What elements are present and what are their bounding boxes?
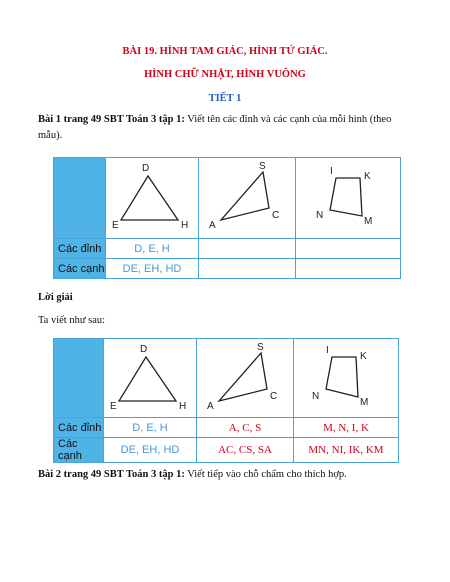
vertices-answer-cell: A, C, S (197, 418, 294, 438)
triangle-deh-cell (104, 339, 197, 418)
vertex-label: D (142, 163, 150, 174)
triangle-sac-cell (197, 339, 294, 418)
triangle-sac (197, 339, 293, 412)
vertex-label: A (209, 220, 216, 231)
vertex-label: K (360, 351, 367, 362)
triangle-sac-cell (199, 158, 296, 239)
exercise-1-text (38, 112, 410, 144)
vertex-label: M (360, 397, 369, 408)
row-label-edges: Các cạnh (54, 259, 106, 279)
quad-iknm-cell (296, 158, 401, 239)
triangle-deh-cell (106, 158, 199, 239)
exercise-2-label: Bài 2 trang 49 SBT Toán 3 tập 1: (38, 469, 185, 480)
vertices-cell: D, E, H (104, 418, 197, 438)
exercise-2-text (38, 467, 410, 483)
vertex-label: I (330, 166, 333, 177)
triangle-sac (199, 158, 295, 233)
quad-iknm (296, 158, 400, 233)
vertices-cell[interactable] (199, 239, 296, 259)
edges-cell[interactable] (296, 259, 401, 279)
vertex-label: A (207, 401, 214, 412)
page-title-line2: HÌNH CHỮ NHẬT, HÌNH VUÔNG (144, 69, 306, 80)
table-corner (54, 339, 104, 418)
vertex-label: N (316, 210, 324, 221)
vertex-label: C (272, 210, 280, 221)
vertex-label: H (181, 220, 189, 231)
exercise-2-instruction: Viết tiếp vào chỗ chấm cho thích hợp. (184, 469, 347, 480)
row-label-vertices: Các đỉnh (54, 418, 104, 438)
solution-table (53, 338, 399, 463)
solution-heading: Lời giải (38, 292, 73, 303)
exercise-1-label: Bài 1 trang 49 SBT Toán 3 tập 1: (38, 114, 185, 125)
vertex-label: H (179, 401, 187, 412)
vertex-label: S (257, 342, 264, 353)
triangle-deh (104, 339, 196, 412)
edges-answer-cell: MN, NI, IK, KM (294, 438, 399, 463)
page-title-line3: TIẾT 1 (208, 93, 242, 104)
row-label-vertices: Các đỉnh (54, 239, 106, 259)
edges-cell: DE, EH, HD (106, 259, 199, 279)
solution-intro: Ta viết như sau: (38, 315, 106, 326)
vertices-cell[interactable] (296, 239, 401, 259)
page-title-line1: BÀI 19. HÌNH TAM GIÁC, HÌNH TỨ GIÁC. (122, 46, 328, 57)
row-label-edges: Các cạnh (54, 438, 104, 463)
quad-iknm (294, 339, 398, 412)
vertex-label: E (112, 220, 119, 231)
vertex-label: N (312, 391, 320, 402)
vertex-label: K (364, 171, 371, 182)
table-corner (54, 158, 106, 239)
edges-cell: DE, EH, HD (104, 438, 197, 463)
vertex-label: C (270, 391, 278, 402)
exercise-table (53, 157, 401, 279)
exercise-1-instruction: Viết tên các đỉnh và các cạnh của mỗi hình (theo mẫu). (38, 114, 392, 141)
vertex-label: I (326, 345, 329, 356)
vertices-answer-cell: M, N, I, K (294, 418, 399, 438)
edges-cell[interactable] (199, 259, 296, 279)
vertex-label: E (110, 401, 117, 412)
vertices-cell: D, E, H (106, 239, 199, 259)
edges-answer-cell: AC, CS, SA (197, 438, 294, 463)
quad-iknm-cell (294, 339, 399, 418)
vertex-label: D (140, 344, 148, 355)
vertex-label: M (364, 216, 373, 227)
triangle-deh (106, 158, 198, 233)
vertex-label: S (259, 161, 266, 172)
